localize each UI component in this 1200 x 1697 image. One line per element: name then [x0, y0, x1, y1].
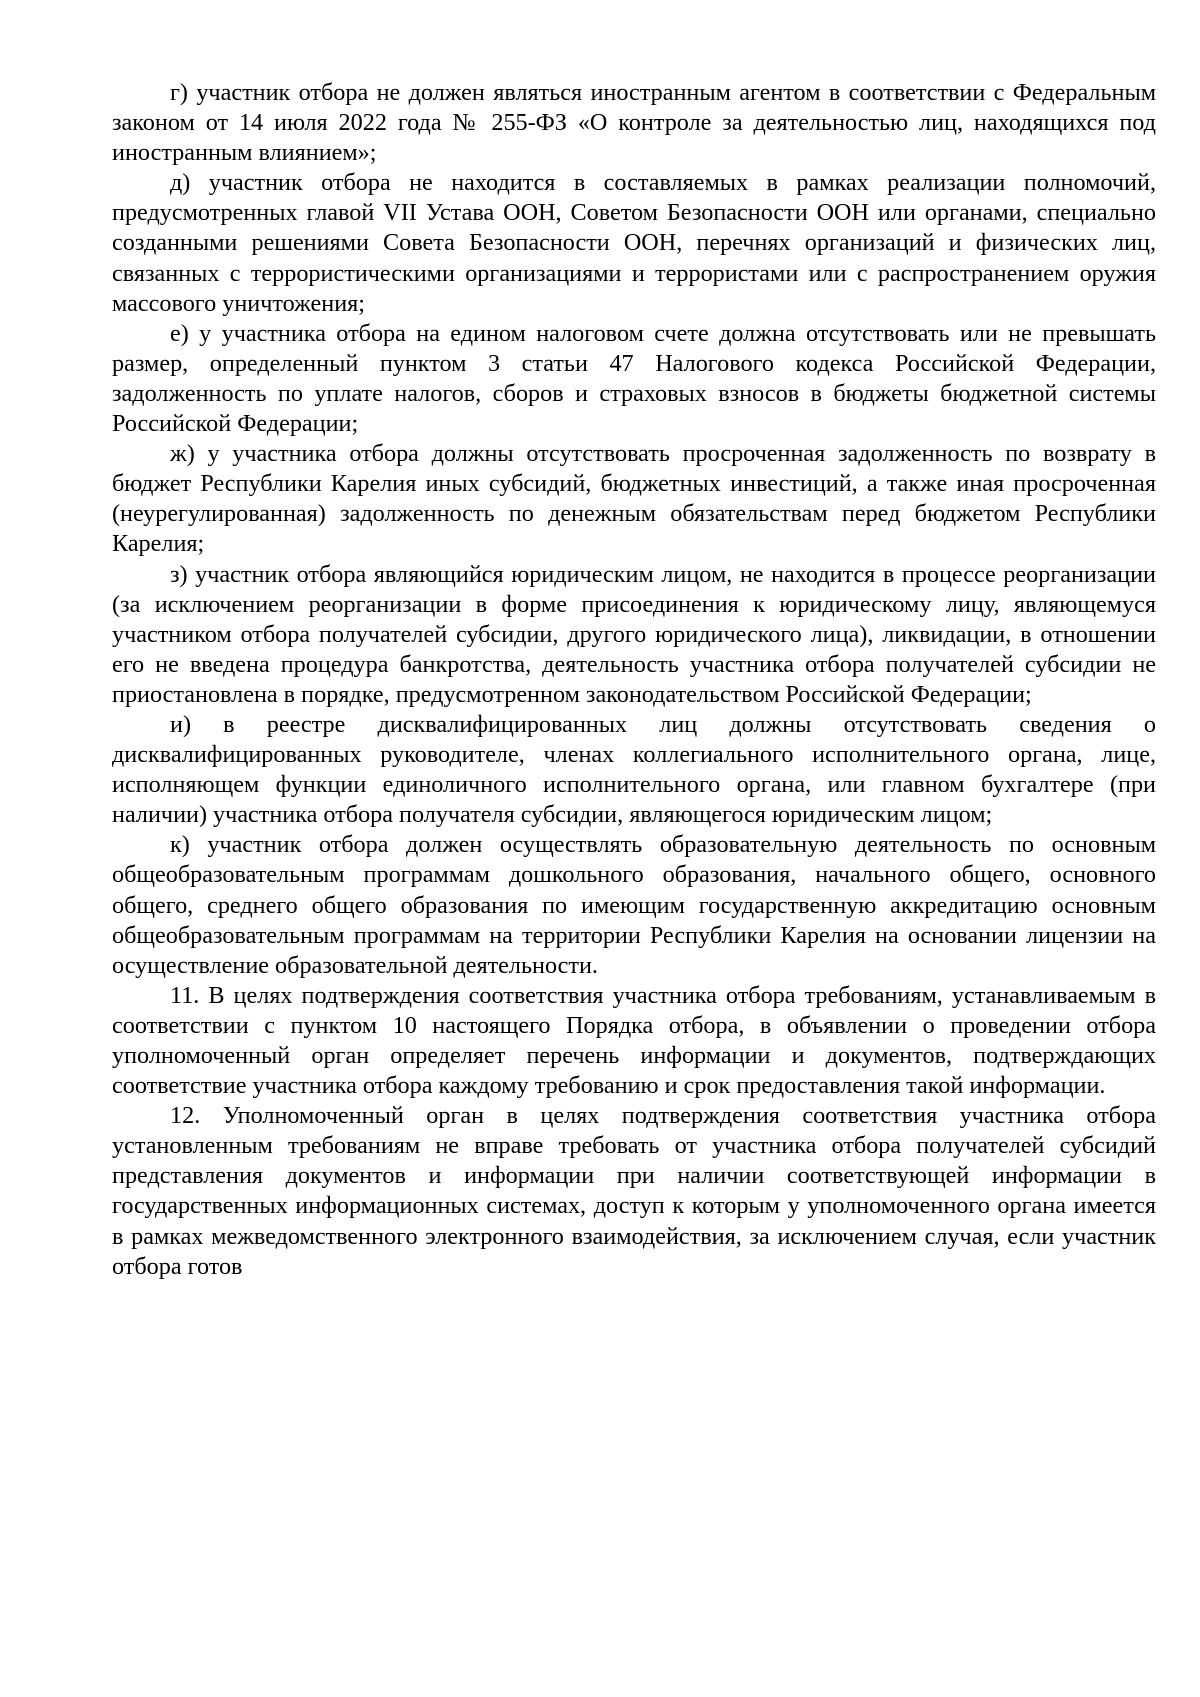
paragraph-clause-12: 12. Уполномоченный орган в целях подтверждения соответствия участника отбора установленным требованиям не вправе требовать от участника отбора получателей субсидий представления документов и информации при наличии соответствующей информации в государственных информационных системах, доступ к которым у уполномоченного органа имеется в рамках межведомственного электронного взаимодействия, за исключением случая, если участник отбора готов: [112, 1102, 1156, 1280]
paragraph-item-z: з) участник отбора являющийся юридическим лицом, не находится в процессе реорганизации (за исключением реорганизации в форме присоединения к юридическому лицу, являющемуся участником отбора получателей субсидии, другого юридического лица), ликвидации, в отношении его не введена процедура банкротства, деятельность участника отбора получателей субсидии не приостановлена в порядке, предусмотренном законодательством Российской Федерации;: [112, 560, 1156, 708]
paragraph-item-zh: ж) у участника отбора должны отсутствовать просроченная задолженность по возврату в бюджет Республики Карелия иных субсидий, бюджетных инвестиций, а также иная просроченная (неурегулированная) задолженность по денежным обязательствам перед бюджетом Республики Карелия;: [112, 440, 1156, 558]
paragraph-item-e: е) у участника отбора на едином налоговом счете должна отсутствовать или не превышать размер, определенный пунктом 3 статьи 47 Налогового кодекса Российской Федерации, задолженность по уплате налогов, сборов и страховых взносов в бюджеты бюджетной системы Российской Федерации;: [112, 319, 1156, 438]
paragraph-clause-11: 11. В целях подтверждения соответствия участника отбора требованиям, устанавливаемым в соответствии с пунктом 10 настоящего Порядка отбора, в объявлении о проведении отбора уполномоченный орган определяет перечень информации и документов, подтверждающих соответствие участника отбора каждому требованию и срок предоставления такой информации.: [112, 981, 1156, 1100]
document-body: [112, 78, 1156, 1282]
paragraph-item-d: д) участник отбора не находится в составляемых в рамках реализации полномочий, предусмотренных главой VII Устава ООН, Советом Безопасности ООН или органами, специально созданными решениями Совета Безопасности ООН, перечнях организаций и физических лиц, связанных с террористическими организациями и террористами или с распространением оружия массового уничтожения;: [112, 169, 1156, 317]
paragraph-item-i: и) в реестре дисквалифицированных лиц должны отсутствовать сведения о дисквалифицированных руководителе, членах коллегиального исполнительного органа, лице, исполняющем функции единоличного исполнительного органа, или главном бухгалтере (при наличии) участника отбора получателя субсидии, являющегося юридическим лицом;: [112, 710, 1156, 829]
paragraph-item-g: г) участник отбора не должен являться иностранным агентом в соответствии с Федеральным законом от 14 июля 2022 года № 255-ФЗ «О контроле за деятельностью лиц, находящихся под иностранным влиянием»;: [112, 79, 1156, 167]
paragraph-item-k: к) участник отбора должен осуществлять образовательную деятельность по основным общеобразовательным программам дошкольного образования, начального общего, основного общего, среднего общего образования по имеющим государственную аккредитацию основным общеобразовательным программам на территории Республики Карелия на основании лицензии на осуществление образовательной деятельности.: [112, 831, 1156, 979]
